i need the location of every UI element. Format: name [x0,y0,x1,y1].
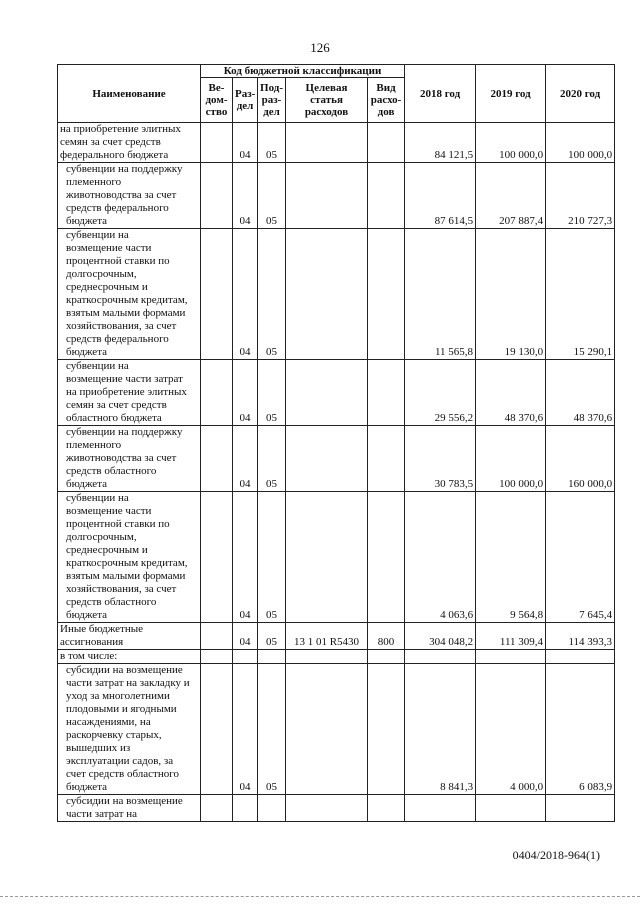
row-vid [368,795,405,822]
row-name: субсидии на возмещение части затрат на [58,795,201,822]
row-razdel: 04 [233,426,258,492]
row-2019: 100 000,0 [476,426,546,492]
table-row [58,426,615,492]
row-2019 [476,650,546,664]
row-vedomstvo [201,795,233,822]
row-vedomstvo [201,664,233,795]
row-razdel: 04 [233,229,258,360]
row-2020: 100 000,0 [546,123,615,163]
row-2020: 15 290,1 [546,229,615,360]
header-code-group: Код бюджетной классификации [201,65,405,78]
row-podrazdel: 05 [258,163,286,229]
row-vid [368,229,405,360]
row-2020: 6 083,9 [546,664,615,795]
row-celevaya [286,664,368,795]
row-2018: 87 614,5 [405,163,476,229]
row-2020: 210 727,3 [546,163,615,229]
header-celevaya: Целевая статья расходов [286,78,368,123]
row-2018 [405,795,476,822]
header-podrazdel: Под- раз- дел [258,78,286,123]
row-celevaya [286,360,368,426]
row-2019: 9 564,8 [476,492,546,623]
row-podrazdel: 05 [258,492,286,623]
row-2018: 30 783,5 [405,426,476,492]
table-row [58,229,615,360]
row-vedomstvo [201,229,233,360]
table-row [58,650,615,664]
row-2018: 84 121,5 [405,123,476,163]
row-vid [368,426,405,492]
row-2019: 19 130,0 [476,229,546,360]
row-vid [368,664,405,795]
row-razdel: 04 [233,163,258,229]
row-2020: 160 000,0 [546,426,615,492]
row-2020: 7 645,4 [546,492,615,623]
row-name: субвенции на возмещение части затрат на приобретение элитных семян за счет средств областного бюджета [58,360,201,426]
row-podrazdel: 05 [258,623,286,650]
row-2019: 48 370,6 [476,360,546,426]
row-name: на приобретение элитных семян за счет средств федерального бюджета [58,123,201,163]
table-row [58,795,615,822]
row-celevaya [286,123,368,163]
row-vid [368,360,405,426]
table-row [58,492,615,623]
row-podrazdel [258,650,286,664]
header-2020: 2020 год [546,65,615,123]
table-row [58,664,615,795]
row-celevaya [286,795,368,822]
row-celevaya [286,650,368,664]
table-row [58,123,615,163]
row-podrazdel: 05 [258,426,286,492]
row-2018: 11 565,8 [405,229,476,360]
row-celevaya [286,229,368,360]
row-celevaya: 13 1 01 R5430 [286,623,368,650]
row-2018: 4 063,6 [405,492,476,623]
row-razdel: 04 [233,123,258,163]
row-name: в том числе: [58,650,201,664]
row-vid [368,123,405,163]
row-celevaya [286,163,368,229]
row-name: субвенции на поддержку племенного животноводства за счет средств областного бюджета [58,426,201,492]
row-2019 [476,795,546,822]
row-name: субвенции на возмещение части процентной ставки по долгосрочным, среднесрочным и краткосрочным кредитам, взятым малыми формами хозяйствования, за счет средств федерального бюджета [58,229,201,360]
row-vid: 800 [368,623,405,650]
header-2018: 2018 год [405,65,476,123]
row-vedomstvo [201,123,233,163]
row-razdel: 04 [233,360,258,426]
row-razdel: 04 [233,664,258,795]
row-vedomstvo [201,492,233,623]
row-celevaya [286,426,368,492]
row-podrazdel: 05 [258,229,286,360]
table-body [58,123,615,822]
row-vedomstvo [201,360,233,426]
row-razdel: 04 [233,623,258,650]
row-vid [368,650,405,664]
row-2018 [405,650,476,664]
document-code: 0404/2018-964(1) [512,848,600,862]
table-row [58,360,615,426]
row-name: субвенции на возмещение части процентной ставки по долгосрочным, среднесрочным и краткосрочным кредитам, взятым малыми формами хозяйствования, за счет средств областного бюджета [58,492,201,623]
row-vid [368,492,405,623]
row-2020: 48 370,6 [546,360,615,426]
row-podrazdel: 05 [258,360,286,426]
row-2020: 114 393,3 [546,623,615,650]
row-vedomstvo [201,623,233,650]
row-podrazdel: 05 [258,123,286,163]
row-name: Иные бюджетные ассигнования [58,623,201,650]
row-2019: 207 887,4 [476,163,546,229]
table-row [58,163,615,229]
header-vedomstvo: Ве- дом- ство [201,78,233,123]
header-vid: Вид расхо- дов [368,78,405,123]
table-row [58,623,615,650]
row-razdel: 04 [233,492,258,623]
row-2018: 304 048,2 [405,623,476,650]
page-edge-line [0,896,640,897]
row-razdel [233,795,258,822]
row-2018: 29 556,2 [405,360,476,426]
header-razdel: Раз- дел [233,78,258,123]
row-2019: 4 000,0 [476,664,546,795]
row-celevaya [286,492,368,623]
row-2019: 111 309,4 [476,623,546,650]
header-2019: 2019 год [476,65,546,123]
budget-table [57,64,615,822]
row-podrazdel: 05 [258,664,286,795]
row-2020 [546,650,615,664]
header-name: Наименование [58,65,201,123]
row-vedomstvo [201,163,233,229]
row-razdel [233,650,258,664]
page-number: 126 [310,40,330,55]
row-name: субвенции на поддержку племенного животноводства за счет средств федерального бюджета [58,163,201,229]
row-vid [368,163,405,229]
row-vedomstvo [201,426,233,492]
row-name: субсидии на возмещение части затрат на закладку и уход за многолетними плодовыми и ягодными насаждениями, на раскорчевку старых, вышедших из эксплуатации садов, за счет средств областного бюджета [58,664,201,795]
row-2019: 100 000,0 [476,123,546,163]
row-vedomstvo [201,650,233,664]
row-podrazdel [258,795,286,822]
row-2018: 8 841,3 [405,664,476,795]
row-2020 [546,795,615,822]
